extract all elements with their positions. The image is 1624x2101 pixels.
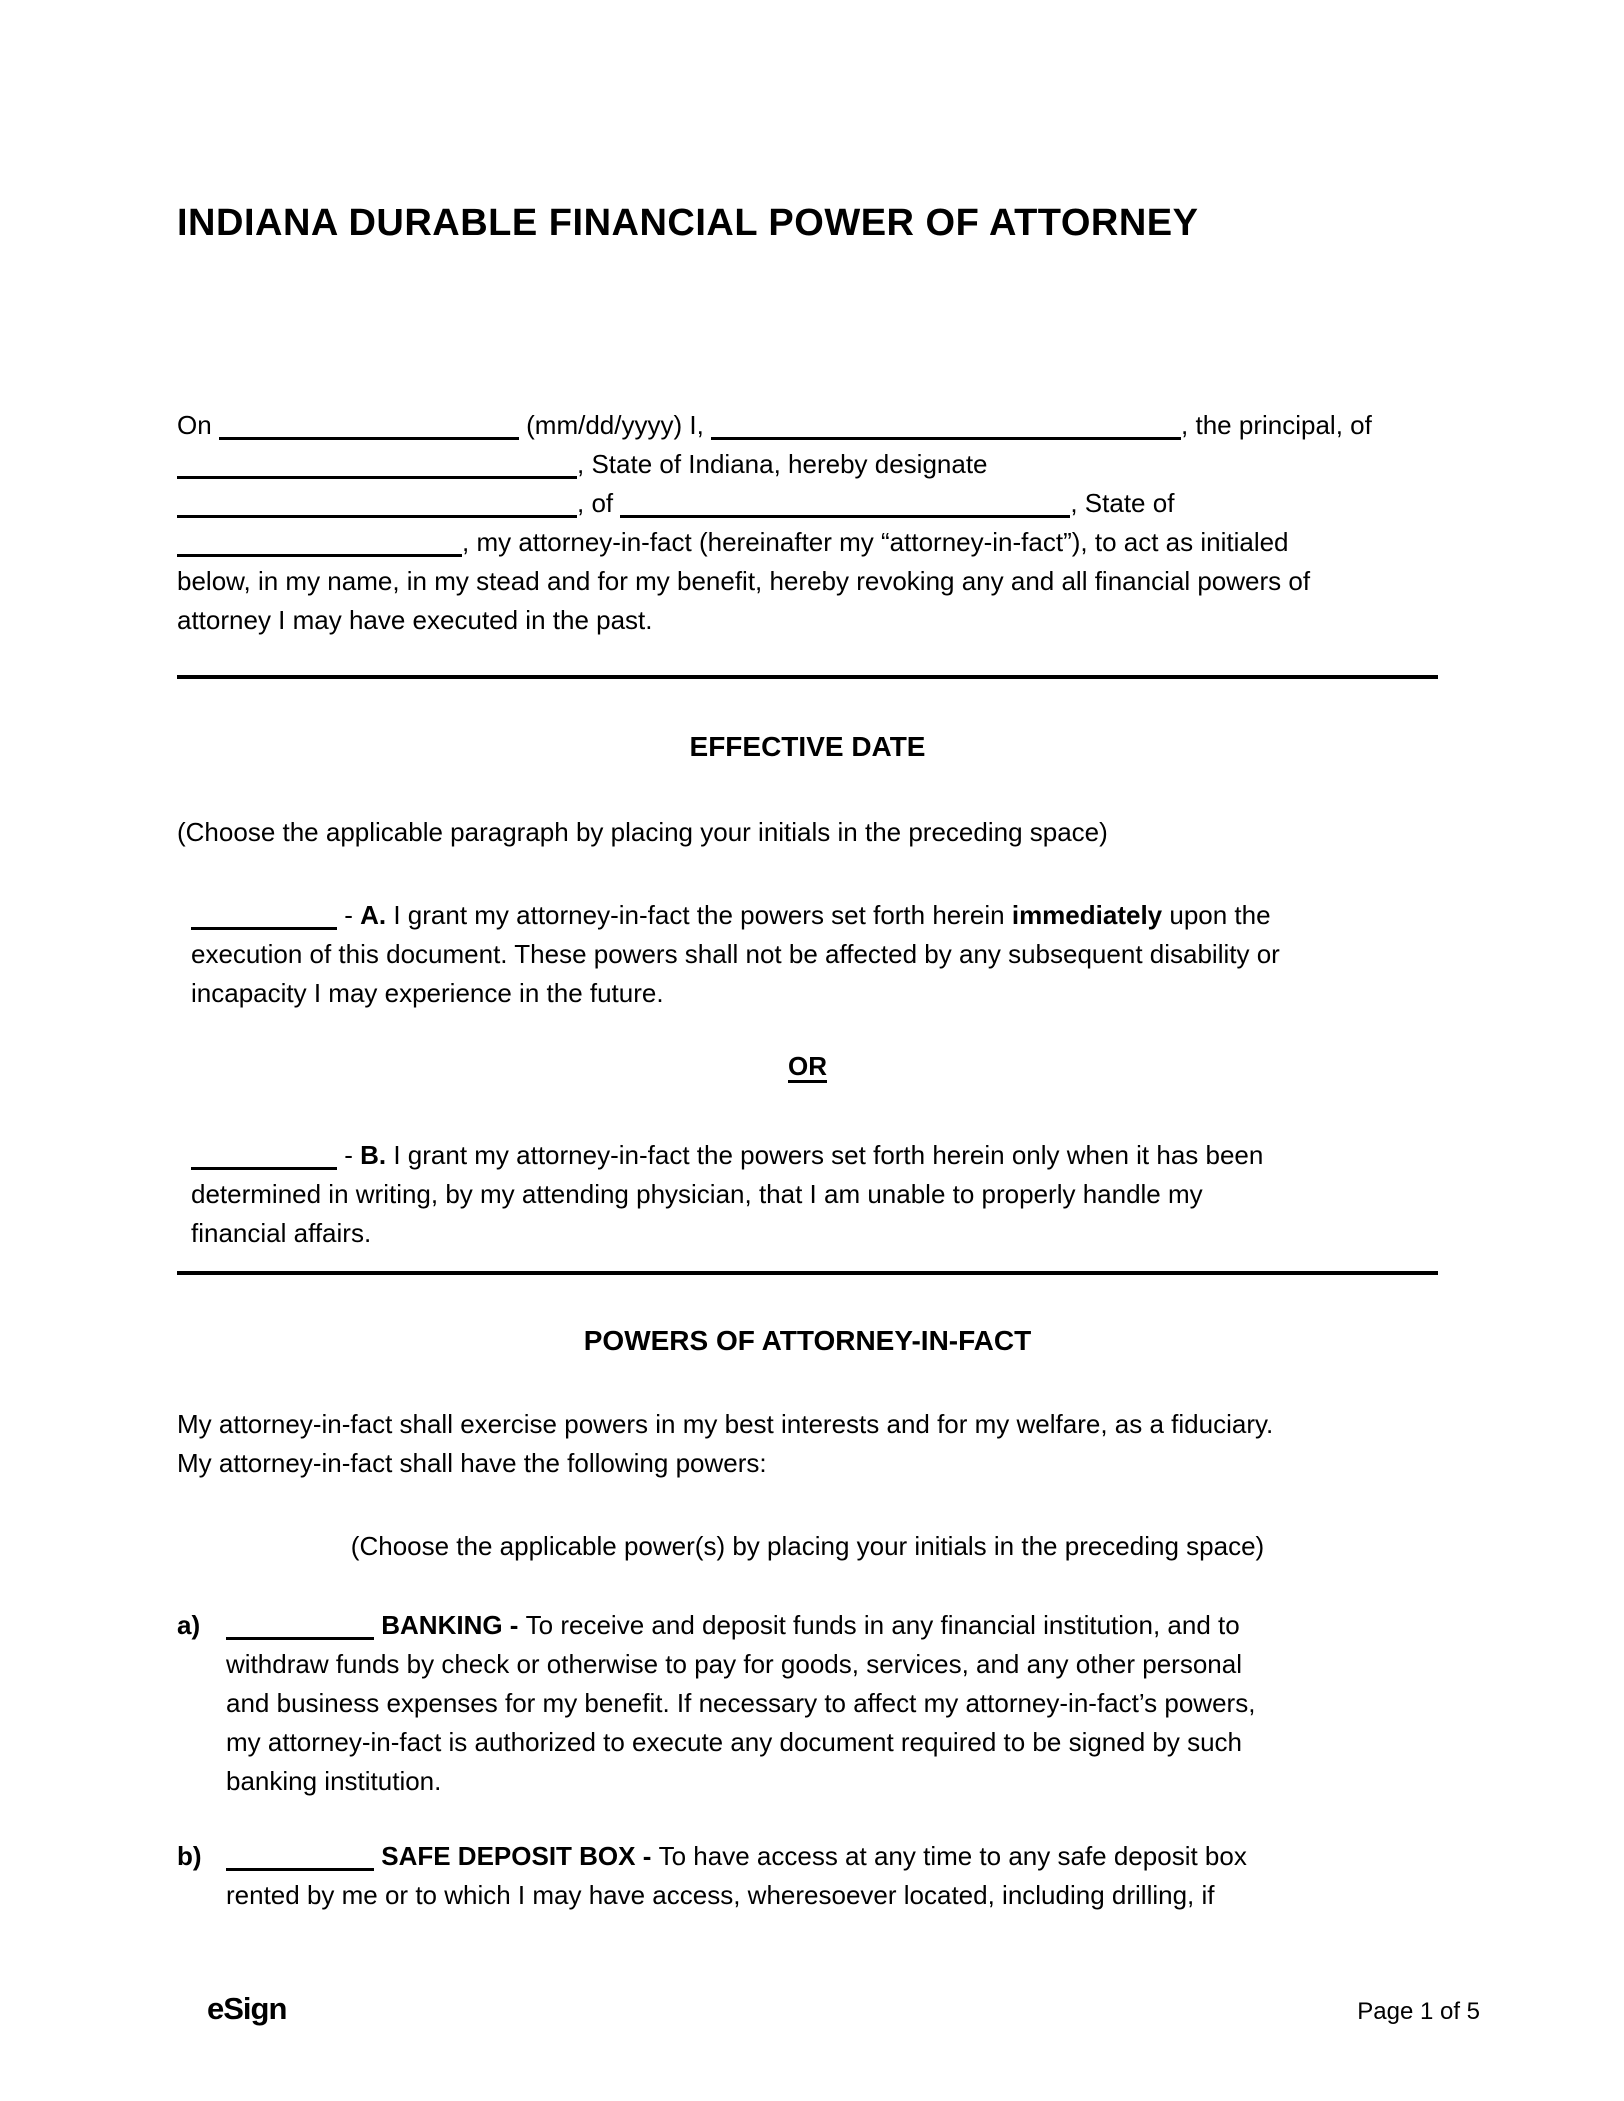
esign-logo: eSign [207,1991,287,2026]
text-segment: , State of [1070,488,1175,518]
text-segment: execution of this document. These powers shall not be affected by any subsequent disability or [191,939,1280,969]
text-line [226,1606,1438,1645]
text-line [177,1405,1438,1444]
text-segment: (mm/dd/yyyy) I, [518,410,712,440]
text-segment: A. [360,900,387,930]
text-segment: I grant my attorney-in-fact the powers set forth herein [386,900,1012,930]
text-segment: banking institution. [226,1766,442,1796]
text-line [191,974,1438,1013]
text-segment: My attorney-in-fact shall have the following powers: [177,1448,767,1478]
blank-field[interactable] [177,446,577,479]
text-segment: To receive and deposit funds in any financial institution, and to [525,1610,1240,1640]
power-item-safe-deposit-box [177,1837,1438,1915]
text-segment: On [177,410,219,440]
text-segment: withdraw funds by check or otherwise to pay for goods, services, and any other personal [226,1649,1242,1679]
text-segment: My attorney-in-fact shall exercise powers in my best interests and for my welfare, as a fiduciary. [177,1409,1274,1439]
blank-field[interactable] [191,1137,337,1170]
text-segment: rented by me or to which I may have access, wheresoever located, including drilling, if [226,1880,1215,1910]
text-segment: my attorney-in-fact is authorized to execute any document required to be signed by such [226,1727,1243,1757]
text-segment: To have access at any time to any safe deposit box [658,1841,1247,1871]
effective-date-heading: EFFECTIVE DATE [689,731,926,762]
text-segment: - [337,1140,361,1170]
text-line [191,896,1438,935]
text-segment: , State of Indiana, hereby designate [577,449,988,479]
text-segment: (Choose the applicable power(s) by placing your initials in the preceding space) [350,1531,1265,1561]
power-item-banking [177,1606,1438,1801]
text-segment: and business expenses for my benefit. If necessary to affect my attorney-in-fact’s powers, [226,1688,1256,1718]
text-line [177,1444,1438,1483]
text-line [226,1876,1438,1915]
text-line [226,1645,1438,1684]
blank-field[interactable] [711,407,1181,440]
section-divider [177,675,1438,679]
page-number: Page 1 of 5 [1357,1998,1480,2025]
text-line [191,1136,1438,1175]
text-segment: incapacity I may experience in the future. [191,978,664,1008]
blank-field[interactable] [226,1607,374,1640]
intro-paragraph [177,406,1438,640]
effective-date-instruction [177,813,1438,852]
option-a-paragraph [177,896,1438,1013]
powers-intro-paragraph [177,1405,1438,1483]
blank-field[interactable] [177,524,462,557]
blank-field[interactable] [620,485,1070,518]
section-divider [177,1271,1438,1275]
item-text [226,1606,1438,1801]
blank-field[interactable] [191,897,337,930]
text-segment: , of [577,488,621,518]
powers-heading: POWERS OF ATTORNEY-IN-FACT [583,1325,1032,1356]
text-segment: , the principal, of [1181,410,1372,440]
option-b-paragraph [177,1136,1438,1253]
text-segment: financial affairs. [191,1218,372,1248]
text-segment: I grant my attorney-in-fact the powers set forth herein only when it has been [386,1140,1264,1170]
or-separator: OR [788,1051,827,1081]
item-text [226,1837,1438,1915]
text-line [177,406,1438,445]
text-segment: B. [360,1140,387,1170]
item-label: b) [177,1841,202,1871]
item-label: a) [177,1610,201,1640]
text-segment: SAFE DEPOSIT BOX - [381,1841,659,1871]
text-line [191,1175,1438,1214]
text-line [177,813,1438,852]
blank-field[interactable] [177,485,577,518]
blank-field[interactable] [219,407,519,440]
text-line [177,601,1438,640]
text-segment: - [337,900,361,930]
text-segment: BANKING - [381,1610,526,1640]
text-segment: below, in my name, in my stead and for my benefit, hereby revoking any and all financial powers of [177,566,1311,596]
text-segment: upon the [1162,900,1271,930]
text-line [177,562,1438,601]
text-line [226,1684,1438,1723]
text-line [177,1527,1438,1566]
text-line [177,445,1438,484]
text-line [191,935,1438,974]
text-line [226,1762,1438,1801]
document-content [177,0,1438,1915]
text-line [226,1837,1438,1876]
text-segment: , my attorney-in-fact (hereinafter my “attorney-in-fact”), to act as initialed [462,527,1289,557]
text-segment: (Choose the applicable paragraph by placing your initials in the preceding space) [177,817,1108,847]
text-line [226,1723,1438,1762]
document-title: INDIANA DURABLE FINANCIAL POWER OF ATTORNEY [177,202,1199,244]
text-line [177,484,1438,523]
text-line [191,1214,1438,1253]
text-segment: determined in writing, by my attending physician, that I am unable to properly handle my [191,1179,1203,1209]
blank-field[interactable] [226,1838,374,1871]
text-segment: attorney I may have executed in the past. [177,605,653,635]
powers-instruction [177,1527,1438,1566]
text-line [177,523,1438,562]
text-segment: immediately [1011,900,1163,930]
